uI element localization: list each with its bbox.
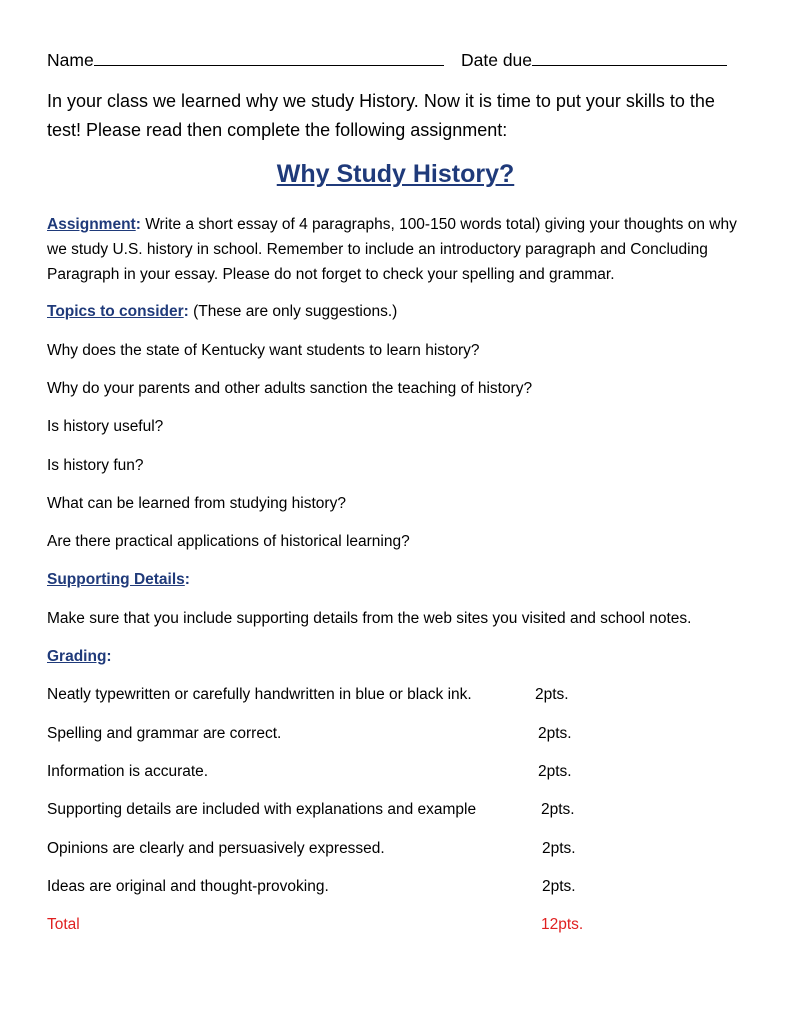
grading-item-points: 2pts. <box>538 763 572 780</box>
topics-heading-row: Topics to consider: (These are only suggestions.) <box>47 303 398 320</box>
grading-item-label: Information is accurate. <box>47 763 209 780</box>
name-blank[interactable] <box>94 49 444 66</box>
supporting-text: Make sure that you include supporting details from the web sites you visited and school notes. <box>47 610 692 627</box>
grading-item-label: Spelling and grammar are correct. <box>47 725 282 742</box>
grading-item-points: 2pts. <box>535 686 569 703</box>
assignment-heading: Assignment <box>47 216 136 233</box>
date-due-blank[interactable] <box>532 49 727 66</box>
grading-total-label: Total <box>47 916 80 933</box>
topic-item: Why do your parents and other adults sanction the teaching of history? <box>47 380 533 397</box>
topic-item: Is history useful? <box>47 418 164 435</box>
grading-item-points: 2pts. <box>538 725 572 742</box>
intro-paragraph: In your class we learned why we study History. Now it is time to put your skills to the test! Please read then complete the following assignment: <box>47 91 715 140</box>
topics-heading: Topics to consider <box>47 303 184 320</box>
grading-item-label: Ideas are original and thought-provoking. <box>47 878 329 895</box>
grading-item-points: 2pts. <box>541 801 575 818</box>
grading-item-label: Neatly typewritten or carefully handwritten in blue or black ink. <box>47 686 472 703</box>
topic-item: What can be learned from studying history? <box>47 495 346 512</box>
grading-item-label: Opinions are clearly and persuasively expressed. <box>47 840 385 857</box>
name-field-row <box>47 49 444 71</box>
topics-note: (These are only suggestions.) <box>193 303 398 320</box>
date-due-field-row <box>461 49 727 71</box>
grading-item-points: 2pts. <box>542 878 576 895</box>
grading-item-points: 2pts. <box>542 840 576 857</box>
grading-total-points: 12pts. <box>541 916 584 933</box>
grading-heading-row: Grading: <box>47 648 112 665</box>
date-due-label: Date due <box>461 50 533 70</box>
topic-item: Is history fun? <box>47 457 144 474</box>
grading-heading: Grading <box>47 648 107 665</box>
name-label: Name <box>47 50 94 70</box>
supporting-heading-row: Supporting Details: <box>47 571 190 588</box>
supporting-heading: Supporting Details <box>47 571 185 588</box>
assignment-text: Write a short essay of 4 paragraphs, 100-150 words total) giving your thoughts on why we study U.S. history in school. Remember to include an introductory paragraph and Concluding Paragraph in your essay. Please do not forget to check your spelling and grammar. <box>47 216 737 283</box>
page-title: Why Study History? <box>276 160 515 188</box>
assignment-section: Assignment: Write a short essay of 4 paragraphs, 100-150 words total) giving your thoughts on why we study U.S. history in school. Remember to include an introductory paragraph and Concluding Paragraph in your essay. Please do not forget to check your spelling and grammar. <box>47 216 737 283</box>
topic-item: Why does the state of Kentucky want students to learn history? <box>47 342 480 359</box>
topic-item: Are there practical applications of historical learning? <box>47 533 410 550</box>
grading-item-label: Supporting details are included with explanations and example <box>47 801 477 818</box>
